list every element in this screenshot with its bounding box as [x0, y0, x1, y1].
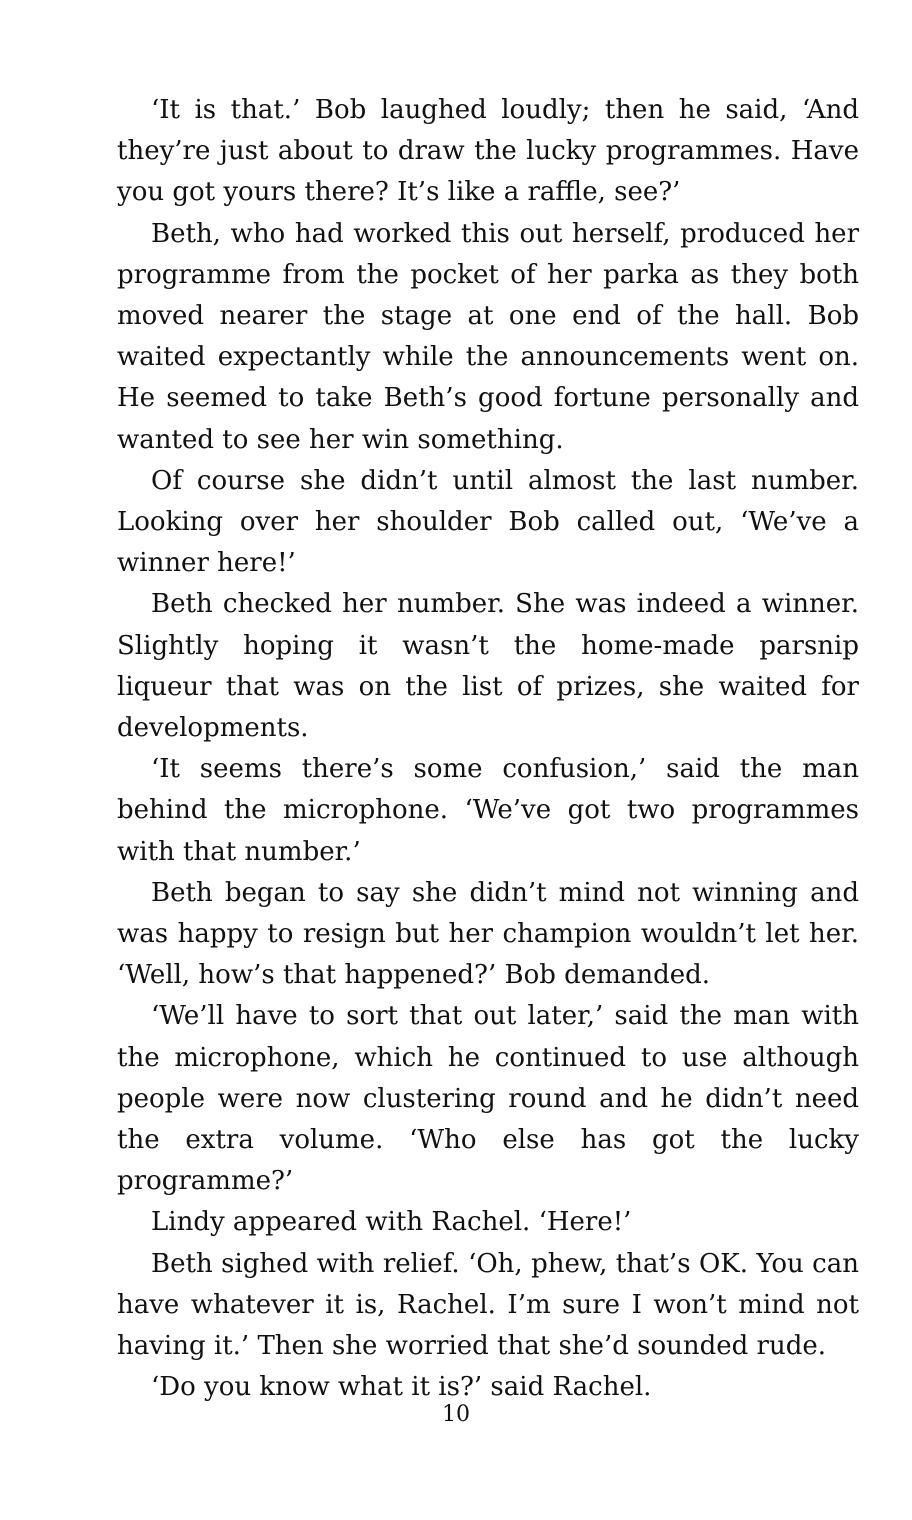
paragraph: ‘We’ll have to sort that out later,’ said the man with the microphone, which he continued to use although people were now clustering round and he didn’t need the extra volume. ‘Who else has got the lucky programme?’	[117, 1001, 859, 1197]
paragraph: ‘Do you know what it is?’ said Rachel.	[151, 1372, 652, 1403]
page-number: 10	[442, 1402, 470, 1427]
paragraph: Beth, who had worked this out herself, produced her programme from the pocket of her parka as they both moved nearer the stage at one end of the hall. Bob waited expectantly while the announcements went on. He seemed to take Beth’s good fortune personally and wanted to see her win something.	[117, 218, 859, 455]
paragraph: Beth began to say she didn’t mind not winning and was happy to resign but her champion wouldn’t let her. ‘Well, how’s that happened?’ Bob demanded.	[117, 877, 859, 991]
paragraph: Of course she didn’t until almost the last number. Looking over her shoulder Bob called out, ‘We’ve a winner here!’	[117, 465, 859, 579]
paragraph: ‘It is that.’ Bob laughed loudly; then he said, ‘And they’re just about to draw the lucky programmes. Have you got yours there? It’s like a raffle, see?’	[117, 95, 859, 208]
paragraph: Beth checked her number. She was indeed a winner. Slightly hoping it wasn’t the home-made parsnip liqueur that was on the list of prizes, she waited for developments.	[117, 589, 859, 744]
body-text	[117, 90, 859, 1409]
paragraph: Lindy appeared with Rachel. ‘Here!’	[151, 1207, 632, 1238]
paragraph: ‘It seems there’s some confusion,’ said the man behind the microphone. ‘We’ve got two programmes with that number.’	[117, 754, 859, 867]
paragraph: Beth sighed with relief. ‘Oh, phew, that’s OK. You can have whatever it is, Rachel. I’m sure I won’t mind not having it.’ Then she worried that she’d sounded rude.	[117, 1248, 859, 1362]
